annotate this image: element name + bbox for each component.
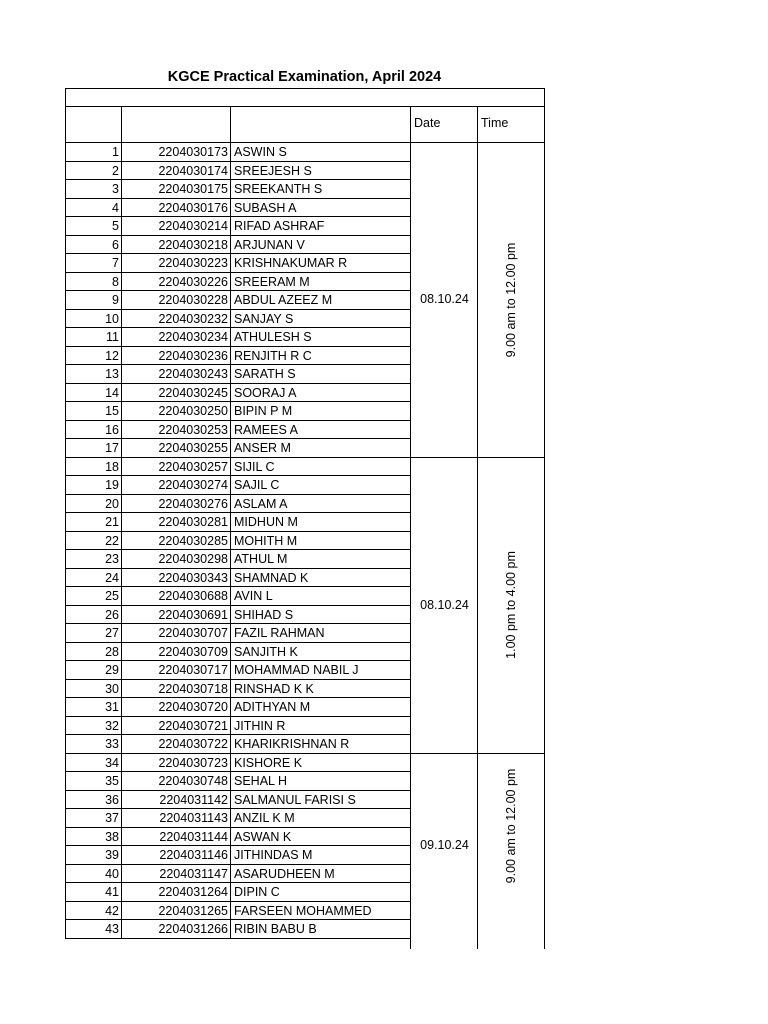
serial-number-cell: 30 [65, 680, 121, 699]
serial-number-cell: 4 [65, 199, 121, 218]
header-time-label: Time [481, 116, 509, 130]
register-number-cell: 2204030748 [121, 772, 230, 791]
table-row [65, 920, 411, 939]
serial-number-cell: 6 [65, 236, 121, 255]
table-row [65, 569, 411, 588]
serial-number-cell: 5 [65, 217, 121, 236]
serial-number-cell: 39 [65, 846, 121, 865]
serial-number-cell: 23 [65, 550, 121, 569]
table-row [65, 754, 411, 773]
serial-number-cell: 13 [65, 365, 121, 384]
register-number-cell: 2204030691 [121, 606, 230, 625]
header-time-cell [477, 106, 545, 143]
table-row [65, 328, 411, 347]
register-number-cell: 2204030218 [121, 236, 230, 255]
register-number-cell: 2204031147 [121, 865, 230, 884]
student-name-cell: KHARIKRISHNAN R [230, 735, 411, 754]
table-row [65, 865, 411, 884]
student-name-cell: SIJIL C [230, 458, 411, 477]
register-number-cell: 2204030718 [121, 680, 230, 699]
register-number-cell: 2204030228 [121, 291, 230, 310]
exam-time: 1.00 pm to 4.00 pm [504, 551, 518, 659]
serial-number-cell: 24 [65, 569, 121, 588]
serial-number-cell: 35 [65, 772, 121, 791]
table-row [65, 698, 411, 717]
register-number-cell: 2204030298 [121, 550, 230, 569]
table-row [65, 883, 411, 902]
table-row [65, 772, 411, 791]
table-row [65, 254, 411, 273]
register-number-cell: 2204030276 [121, 495, 230, 514]
serial-number-cell: 33 [65, 735, 121, 754]
register-number-cell: 2204030285 [121, 532, 230, 551]
student-name-cell: ASWAN K [230, 828, 411, 847]
register-number-cell: 2204030250 [121, 402, 230, 421]
exam-date: 08.10.24 [420, 597, 469, 612]
serial-number-cell: 27 [65, 624, 121, 643]
header-sl-no-cell [65, 106, 122, 143]
serial-number-cell: 42 [65, 902, 121, 921]
register-number-cell: 2204030173 [121, 143, 230, 162]
register-number-cell: 2204031143 [121, 809, 230, 828]
student-name-cell: MOHITH M [230, 532, 411, 551]
page-title: KGCE Practical Examination, April 2024 [167, 69, 442, 85]
exam-date: 09.10.24 [420, 838, 469, 852]
exam-time-cell [477, 458, 545, 754]
student-name-cell: ATHULESH S [230, 328, 411, 347]
table-row [65, 402, 411, 421]
table-row [65, 606, 411, 625]
student-name-cell: SANJITH K [230, 643, 411, 662]
table-row [65, 384, 411, 403]
serial-number-cell: 12 [65, 347, 121, 366]
register-number-cell: 2204030257 [121, 458, 230, 477]
table-row [65, 643, 411, 662]
serial-number-cell: 8 [65, 273, 121, 292]
register-number-cell: 2204031146 [121, 846, 230, 865]
register-number-cell: 2204030176 [121, 199, 230, 218]
register-number-cell: 2204030253 [121, 421, 230, 440]
table-row [65, 532, 411, 551]
serial-number-cell: 43 [65, 920, 121, 939]
student-name-cell: SHAMNAD K [230, 569, 411, 588]
student-name-cell: ARJUNAN V [230, 236, 411, 255]
exam-date-cell [410, 143, 478, 458]
student-name-cell: FAZIL RAHMAN [230, 624, 411, 643]
serial-number-cell: 14 [65, 384, 121, 403]
register-number-cell: 2204030226 [121, 273, 230, 292]
serial-number-cell: 19 [65, 476, 121, 495]
register-number-cell: 2204030223 [121, 254, 230, 273]
serial-number-cell: 2 [65, 162, 121, 181]
serial-number-cell: 28 [65, 643, 121, 662]
student-name-cell: ANSER M [230, 439, 411, 458]
table-row [65, 476, 411, 495]
table-row [65, 735, 411, 754]
serial-number-cell: 40 [65, 865, 121, 884]
serial-number-cell: 11 [65, 328, 121, 347]
register-number-cell: 2204030243 [121, 365, 230, 384]
student-name-cell: SREEJESH S [230, 162, 411, 181]
table-row [65, 236, 411, 255]
student-name-cell: MOHAMMAD NABIL J [230, 661, 411, 680]
register-number-cell: 2204031266 [121, 920, 230, 939]
student-name-cell: ASARUDHEEN M [230, 865, 411, 884]
register-number-cell: 2204030723 [121, 754, 230, 773]
table-row [65, 902, 411, 921]
serial-number-cell: 22 [65, 532, 121, 551]
serial-number-cell: 9 [65, 291, 121, 310]
student-name-cell: SUBASH A [230, 199, 411, 218]
student-name-cell: JITHIN R [230, 717, 411, 736]
student-name-cell: ASWIN S [230, 143, 411, 162]
student-name-cell: ASLAM A [230, 495, 411, 514]
student-name-cell: DIPIN C [230, 883, 411, 902]
student-name-cell: SAJIL C [230, 476, 411, 495]
student-name-cell: SOORAJ A [230, 384, 411, 403]
table-row [65, 365, 411, 384]
serial-number-cell: 29 [65, 661, 121, 680]
student-name-cell: SREEKANTH S [230, 180, 411, 199]
serial-number-cell: 25 [65, 587, 121, 606]
register-number-cell: 2204030236 [121, 347, 230, 366]
table-row [65, 217, 411, 236]
header-date-label: Date [414, 116, 441, 130]
table-row [65, 828, 411, 847]
table-row [65, 143, 411, 162]
register-number-cell: 2204030688 [121, 587, 230, 606]
exam-date-cell [410, 458, 478, 754]
serial-number-cell: 18 [65, 458, 121, 477]
register-number-cell: 2204030214 [121, 217, 230, 236]
register-number-cell: 2204031144 [121, 828, 230, 847]
student-name-cell: JITHINDAS M [230, 846, 411, 865]
register-number-cell: 2204030245 [121, 384, 230, 403]
serial-number-cell: 26 [65, 606, 121, 625]
table-row [65, 624, 411, 643]
table-row [65, 680, 411, 699]
blank-header-row [65, 88, 545, 107]
register-number-cell: 2204030232 [121, 310, 230, 329]
table-row [65, 809, 411, 828]
register-number-cell: 2204030255 [121, 439, 230, 458]
register-number-cell: 2204031142 [121, 791, 230, 810]
table-row [65, 291, 411, 310]
table-row [65, 717, 411, 736]
table-row [65, 513, 411, 532]
register-number-cell: 2204030720 [121, 698, 230, 717]
student-name-cell: SEHAL H [230, 772, 411, 791]
register-number-cell: 2204031265 [121, 902, 230, 921]
student-name-cell: RAMEES A [230, 421, 411, 440]
table-row [65, 439, 411, 458]
serial-number-cell: 3 [65, 180, 121, 199]
table-row [65, 791, 411, 810]
register-number-cell: 2204030274 [121, 476, 230, 495]
student-name-cell: KISHORE K [230, 754, 411, 773]
student-name-cell: KRISHNAKUMAR R [230, 254, 411, 273]
serial-number-cell: 10 [65, 310, 121, 329]
serial-number-cell: 34 [65, 754, 121, 773]
serial-number-cell: 32 [65, 717, 121, 736]
register-number-cell: 2204031264 [121, 883, 230, 902]
student-name-cell: SREERAM M [230, 273, 411, 292]
student-name-cell: SARATH S [230, 365, 411, 384]
serial-number-cell: 1 [65, 143, 121, 162]
student-name-cell: SALMANUL FARISI S [230, 791, 411, 810]
register-number-cell: 2204030175 [121, 180, 230, 199]
exam-time: 9.00 am to 12.00 pm [504, 768, 518, 884]
student-name-cell: RENJITH R C [230, 347, 411, 366]
serial-number-cell: 20 [65, 495, 121, 514]
student-name-cell: FARSEEN MOHAMMED [230, 902, 411, 921]
student-name-cell: ADITHYAN M [230, 698, 411, 717]
exam-time-cell [477, 754, 545, 949]
serial-number-cell: 37 [65, 809, 121, 828]
serial-number-cell: 17 [65, 439, 121, 458]
table-row [65, 310, 411, 329]
table-row [65, 495, 411, 514]
register-number-cell: 2204030343 [121, 569, 230, 588]
student-name-cell: RINSHAD K K [230, 680, 411, 699]
student-name-cell: SHIHAD S [230, 606, 411, 625]
register-number-cell: 2204030707 [121, 624, 230, 643]
table-row [65, 421, 411, 440]
table-row [65, 199, 411, 218]
table-row [65, 458, 411, 477]
register-number-cell: 2204030234 [121, 328, 230, 347]
serial-number-cell: 38 [65, 828, 121, 847]
register-number-cell: 2204030281 [121, 513, 230, 532]
student-name-cell: AVIN L [230, 587, 411, 606]
register-number-cell: 2204030721 [121, 717, 230, 736]
serial-number-cell: 31 [65, 698, 121, 717]
table-row [65, 162, 411, 181]
table-row [65, 846, 411, 865]
table-row [65, 347, 411, 366]
serial-number-cell: 16 [65, 421, 121, 440]
table-row [65, 273, 411, 292]
student-name-cell: ANZIL K M [230, 809, 411, 828]
student-name-cell: BIPIN P M [230, 402, 411, 421]
header-name-cell [230, 106, 411, 143]
serial-number-cell: 36 [65, 791, 121, 810]
exam-date: 08.10.24 [420, 292, 469, 307]
register-number-cell: 2204030722 [121, 735, 230, 754]
table-row [65, 180, 411, 199]
table-row [65, 661, 411, 680]
register-number-cell: 2204030709 [121, 643, 230, 662]
serial-number-cell: 15 [65, 402, 121, 421]
exam-time-cell [477, 143, 545, 458]
student-name-cell: ATHUL M [230, 550, 411, 569]
serial-number-cell: 7 [65, 254, 121, 273]
register-number-cell: 2204030717 [121, 661, 230, 680]
serial-number-cell: 41 [65, 883, 121, 902]
serial-number-cell: 21 [65, 513, 121, 532]
exam-date-cell [410, 754, 478, 949]
student-name-cell: RIBIN BABU B [230, 920, 411, 939]
student-name-cell: SANJAY S [230, 310, 411, 329]
exam-time: 9.00 am to 12.00 pm [504, 242, 518, 358]
header-date-cell [410, 106, 478, 143]
exam-schedule-table [65, 88, 545, 940]
student-name-cell: ABDUL AZEEZ M [230, 291, 411, 310]
register-number-cell: 2204030174 [121, 162, 230, 181]
table-row [65, 550, 411, 569]
student-name-cell: RIFAD ASHRAF [230, 217, 411, 236]
header-register-no-cell [121, 106, 231, 143]
table-row [65, 587, 411, 606]
student-name-cell: MIDHUN M [230, 513, 411, 532]
